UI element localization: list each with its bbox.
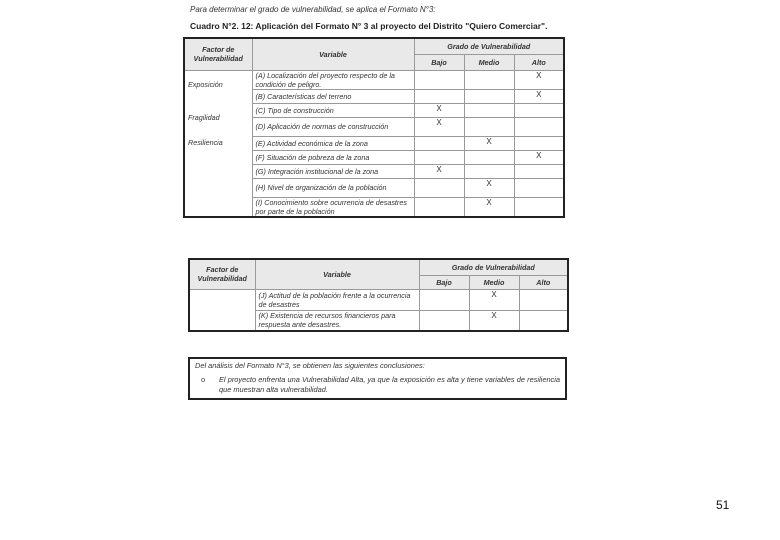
variable-cell: (D) Aplicación de normas de construcción [252,117,414,136]
alto-cell: X [514,89,564,103]
alto-cell: X [514,70,564,89]
bajo-cell: X [414,103,464,117]
bajo-cell [419,289,469,310]
variable-cell: (A) Localización del proyecto respecto de la condición de peligro. [252,70,414,89]
bajo-cell: X [414,164,464,178]
factor-exposicion: Exposición [188,79,223,89]
header-factor: Factor de Vulnerabilidad [189,259,255,289]
variable-cell: (F) Situación de pobreza de la zona [252,150,414,164]
factor-resiliencia: Resiliencia [188,138,223,147]
variable-cell: (G) Integración institucional de la zona [252,164,414,178]
header-medio: Medio [464,54,514,70]
conclusion-box [188,357,567,400]
alto-cell [514,117,564,136]
bajo-cell [414,150,464,164]
table-header-row [189,259,568,275]
bajo-cell: X [414,117,464,136]
header-grado: Grado de Vulnerabilidad [419,259,568,275]
alto-cell [519,310,568,331]
medio-cell: X [464,197,514,217]
variable-cell: (E) Actividad económica de la zona [252,136,414,150]
alto-cell [514,164,564,178]
alto-cell [514,103,564,117]
conclusion-bullet-item [195,375,560,395]
medio-cell: X [469,289,519,310]
alto-cell: X [514,150,564,164]
bajo-cell [419,310,469,331]
medio-cell [464,150,514,164]
medio-cell: X [464,136,514,150]
table-row [184,136,564,150]
intro-text: Para determinar el grado de vulnerabilidad, se aplica el Formato N°3: [190,5,436,14]
header-variable: Variable [255,259,419,289]
medio-cell: X [469,310,519,331]
medio-cell [464,103,514,117]
header-variable: Variable [252,38,414,70]
variable-cell: (J) Actitud de la población frente a la ocurrencia de desastres [255,289,419,310]
alto-cell [519,289,568,310]
alto-cell [514,136,564,150]
table-header-row [184,38,564,54]
header-bajo: Bajo [414,54,464,70]
medio-cell [464,89,514,103]
table-caption: Cuadro N°2. 12: Aplicación del Formato N° 3 al proyecto del Distrito "Quiero Comerciar". [190,21,548,31]
page-number: 51 [716,498,730,512]
medio-cell [464,70,514,89]
alto-cell [514,178,564,197]
bajo-cell [414,89,464,103]
header-alto: Alto [519,275,568,289]
medio-cell [464,117,514,136]
header-alto: Alto [514,54,564,70]
alto-cell [514,197,564,217]
medio-cell [464,164,514,178]
variable-cell: (I) Conocimiento sobre ocurrencia de desastres por parte de la población [252,197,414,217]
bajo-cell [414,178,464,197]
factor-empty-cell [189,289,255,331]
header-medio: Medio [469,275,519,289]
variable-cell: (B) Características del terreno [252,89,414,103]
table-row [189,289,568,310]
conclusion-bullet-text: El proyecto enfrenta una Vulnerabilidad Alta, ya que la exposición es alta y tiene variables de resiliencia que muestran alta vulnerabilidad. [219,375,560,394]
table-row [184,70,564,89]
medio-cell: X [464,178,514,197]
header-factor: Factor de Vulnerabilidad [184,38,252,70]
header-bajo: Bajo [419,275,469,289]
bajo-cell [414,70,464,89]
vulnerability-table-2 [188,258,569,332]
conclusion-lead: Del análisis del Formato N°3, se obtienen las siguientes conclusiones: [195,361,425,370]
table-row [184,103,564,117]
header-grado: Grado de Vulnerabilidad [414,38,564,54]
bajo-cell [414,136,464,150]
variable-cell: (K) Existencia de recursos financieros para respuesta ante desastres. [255,310,419,331]
vulnerability-table-1 [183,37,565,218]
variable-cell: (C) Tipo de construcción [252,103,414,117]
bullet-marker: o [201,375,206,384]
bajo-cell [414,197,464,217]
factor-fragilidad: Fragilidad [188,113,220,122]
variable-cell: (H) Nivel de organización de la población [252,178,414,197]
